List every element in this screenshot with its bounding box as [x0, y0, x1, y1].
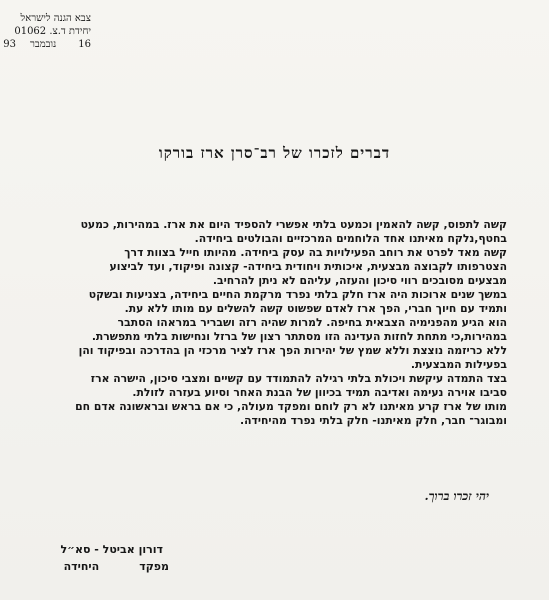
eulogy-body: [35, 218, 507, 428]
body-line: בחטף,נלקח מאיתנו אחד הלוחמים המרכזיים והבולטים ביחידה.: [194, 232, 507, 245]
body-line: מבצעים מסובכים רווי סיכון והעזה, עליהם לא ניתן להרחיב.: [212, 274, 507, 287]
unit-name: צבא הגנה לישראל: [20, 13, 91, 24]
body-line: קשה לתפוס, קשה להאמין וכמעט בלתי אפשרי להספיד היום את ארז. במהירות, כמעט: [80, 218, 507, 231]
body-line: במהירות,כי מתחת לחזות העדינה הזו מסתתר רצון של ברזל ונחישות בלתי מתפשרת.: [91, 330, 507, 343]
body-line: הוא הגיע מהפנימיה הצבאית בחיפה. למרות שהיה רזה ושבריר במראהו הסתבר: [117, 316, 507, 329]
letterhead: [0, 12, 91, 51]
date-day: 16: [78, 39, 91, 50]
closing-blessing: יהי זכרו ברוך.: [424, 489, 489, 503]
signature-name: דורון אביטל - סא״ל: [60, 543, 163, 556]
body-line: מותו של ארז קרע מאיתנו לא רק לוחם ומפקד מעולה, כי אם בראש ובראשונה אדם חם: [75, 400, 507, 413]
unit-id: יחידת ד.צ. 01062: [14, 26, 91, 37]
body-line: במשך שנים ארוכות היה ארז חלק בלתי נפרד מרקמת החיים ביחידה, בצניעות ובשקט: [88, 288, 507, 301]
body-line: ללא כריזמה נוצצת וללא שמץ של יהירות הפך ארז לציר מרכזי הן בהדרכה ובפיקוד והן: [78, 344, 507, 357]
page-title: דברים לזכרו של רב־סרן ארז בורקו: [158, 144, 391, 162]
signature-role-left: מפקד: [139, 560, 169, 573]
date-year: 93: [3, 39, 16, 50]
body-line: בצד התמדה עיקשת ויכולת בלתי רגילה להתמודד עם קשיים ומצבי סיכון, הישרה ארז: [90, 372, 507, 385]
body-line: קשה מאד לפרט את רוחב הפעילויות בה עסק ביחידה. מהיותו חייל בצוות דרך: [124, 246, 507, 259]
body-line: בפעילות המבצעית.: [410, 358, 507, 371]
letter-date: [0, 38, 91, 51]
body-line: ומבוגר־ חבר, חלק מאיתנו- חלק בלתי נפרד מהיחידה.: [239, 414, 507, 427]
signature-role-right: היחידה: [63, 560, 100, 573]
body-line: הצטרפותו לקבוצה מבצעית, איכותית ויחודית ביחידה- קצונה ופיקוד, ועד לביצוע: [109, 260, 507, 273]
body-line: סביבו אוירה נעימה ואדיבה תמיד בכיוון של הבנת האחר וסיוע בעזרה לזולת.: [132, 386, 507, 399]
date-month: נובמבר: [29, 39, 57, 50]
body-line: ותמיד עם חיוך חברי, הפך ארז לאדם שפשוט קשה להשלים עם מותו ללא עת.: [124, 302, 507, 315]
signature-role: [64, 560, 169, 573]
